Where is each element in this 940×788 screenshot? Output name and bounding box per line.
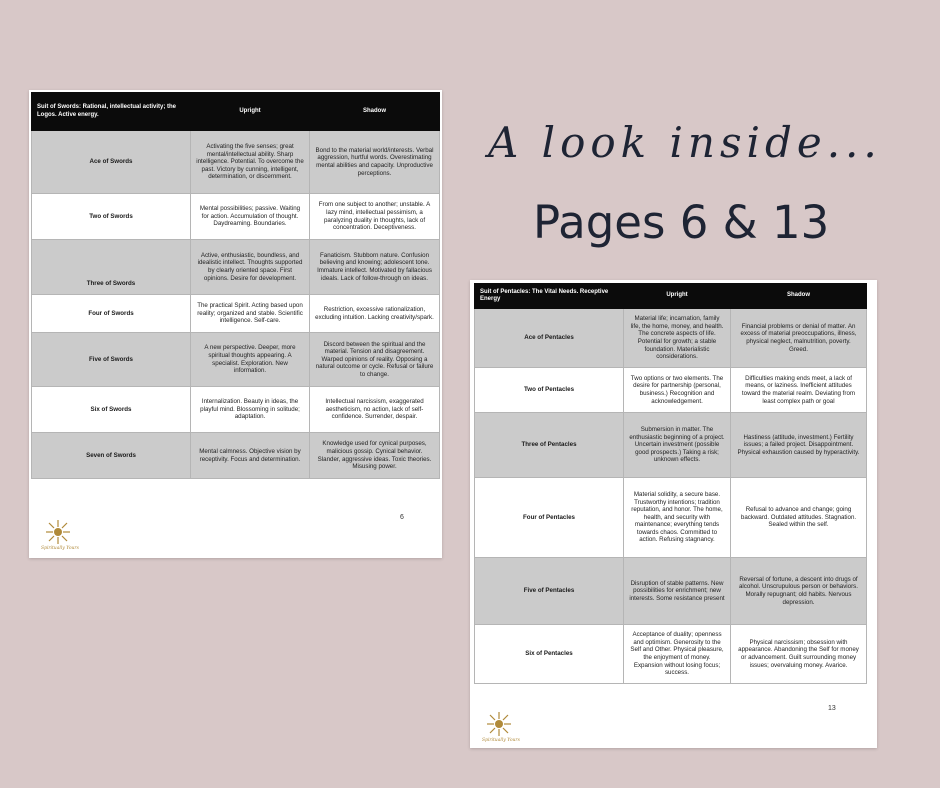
card-name: Four of Pentacles xyxy=(475,478,624,558)
card-name: Four of Swords xyxy=(32,295,191,333)
table-header-upright: Upright xyxy=(191,93,310,131)
upright-text: The practical Spirit. Acting based upon reality; organized and stable. Scientific intelligence. Self-care. xyxy=(191,295,310,333)
table-row xyxy=(475,413,867,478)
brand-logo xyxy=(41,518,79,551)
shadow-text: Fanaticism. Stubborn nature. Confusion believing and knowing; adolescent tone. Immature intellect. Motivated by fallacious ideals. Lack of follow-through on ideas. xyxy=(310,240,440,295)
table-header-row xyxy=(32,93,440,131)
shadow-text: Bond to the material world/interests. Verbal aggression, hurtful words. Overestimating mental abilities and capacity. Unproductive perceptions. xyxy=(310,131,440,194)
table-row xyxy=(32,131,440,194)
upright-text: Internalization. Beauty in ideas, the playful mind. Blossoming in solitude; adaptation. xyxy=(191,387,310,433)
page-number: 6 xyxy=(400,514,404,521)
upright-text: Mental possibilities; passive. Waiting for action. Accumulation of thought. Daydreaming. Boundaries. xyxy=(191,194,310,240)
heading-pages: Pages 6 & 13 xyxy=(533,196,830,249)
shadow-text: Knowledge used for cynical purposes, malicious gossip. Cynical behavior. Slander, aggressive ideas. Toxic theories. Misusing power. xyxy=(310,433,440,479)
upright-text: Material life; incarnation, family life, the home, money, and health. The concrete aspects of life. Potential for growth; a stable foundation. Materialistic considerations. xyxy=(624,309,731,368)
card-name: Six of Swords xyxy=(32,387,191,433)
shadow-text: Refusal to advance and change; going backward. Outdated attitudes. Stagnation. Sealed within the self. xyxy=(731,478,867,558)
table-row xyxy=(475,558,867,625)
shadow-text: Difficulties making ends meet, a lack of means, or laziness. Inefficient attitudes toward the material realm. Deviating from least complex path or goal xyxy=(731,368,867,413)
table-header-shadow: Shadow xyxy=(310,93,440,131)
page-13 xyxy=(470,280,877,748)
upright-text: Two options or two elements. The desire for partnership (personal, business.) Recognition and acknowledgement. xyxy=(624,368,731,413)
shadow-text: Hastiness (attitude, investment.) Fertility issues; a failed project. Disappointment. Physical exhaustion caused by hyperactivity. xyxy=(731,413,867,478)
upright-text: Activating the five senses; great mental/intellectual ability. Sharp intelligence. Potential. To overcome the past. Victory by cunning, intelligent, determination, or discernment. xyxy=(191,131,310,194)
card-name: Ace of Pentacles xyxy=(475,309,624,368)
card-name: Ace of Swords xyxy=(32,131,191,194)
table-header-suit: Suit of Swords: Rational, intellectual activity; the Logos. Active energy. xyxy=(32,93,191,131)
table-row xyxy=(475,478,867,558)
upright-text: Material solidity, a secure base. Trustworthy intentions; tradition reputation, and honor. The home, health, and security with maintenance; everything tends towards chaos. Committed to action. Refusing stagnancy. xyxy=(624,478,731,558)
page-6 xyxy=(29,90,442,558)
shadow-text: Restriction, excessive rationalization, excluding intuition. Lacking creativity/spark. xyxy=(310,295,440,333)
shadow-text: Discord between the spiritual and the material. Tension and disagreement. Warped opinions of reality. Opposing a natural outcome or cycle. Refusal or failure to change. xyxy=(310,333,440,387)
upright-text: Active, enthusiastic, boundless, and idealistic intellect. Thoughts supported by clearly oriented space. First opinions. Desire for development. xyxy=(191,240,310,295)
table-header-row xyxy=(475,284,867,309)
pentacles-table xyxy=(474,283,867,684)
card-name: Six of Pentacles xyxy=(475,625,624,684)
upright-text: Disruption of stable patterns. New possibilities for enrichment; new interests. Some resistance present xyxy=(624,558,731,625)
table-row xyxy=(32,433,440,479)
shadow-text: Financial problems or denial of matter. An excess of material preoccupations, illness, physical neglect, malnutrition, poverty. Greed. xyxy=(731,309,867,368)
brand-logo xyxy=(482,710,520,743)
table-row xyxy=(32,194,440,240)
table-row xyxy=(32,240,440,295)
card-name: Two of Pentacles xyxy=(475,368,624,413)
logo-text: Spiritually Yours xyxy=(41,546,79,551)
table-row xyxy=(32,387,440,433)
upright-text: Mental calmness. Objective vision by receptivity. Focus and determination. xyxy=(191,433,310,479)
shadow-text: Reversal of fortune, a descent into drugs of alcohol. Unscrupulous person or behaviors. Morally repugnant; old habits. Nervous depression. xyxy=(731,558,867,625)
table-header-suit: Suit of Pentacles: The Vital Needs. Receptive Energy xyxy=(475,284,624,309)
table-header-upright: Upright xyxy=(624,284,731,309)
shadow-text: Physical narcissism; obsession with appearance. Abandoning the Self for money or advancement. Guilt surrounding money issues; overvaluing money. Avarice. xyxy=(731,625,867,684)
card-name: Three of Pentacles xyxy=(475,413,624,478)
table-row xyxy=(475,625,867,684)
card-name: Five of Swords xyxy=(32,333,191,387)
shadow-text: Intellectual narcissism, exaggerated aestheticism, no action, lack of self-confidence. Surrender, despair. xyxy=(310,387,440,433)
card-name: Three of Swords xyxy=(32,240,191,295)
table-row xyxy=(32,295,440,333)
logo-text: Spiritually Yours xyxy=(482,738,520,743)
sun-burst-icon xyxy=(41,518,75,546)
card-name: Two of Swords xyxy=(32,194,191,240)
upright-text: A new perspective. Deeper, more spiritual thoughts appearing. A specialist. Exploration. New information. xyxy=(191,333,310,387)
sun-burst-icon xyxy=(482,710,516,738)
table-row xyxy=(32,333,440,387)
page-number: 13 xyxy=(828,705,836,712)
upright-text: Acceptance of duality; openness and optimism. Generosity to the Self and Other. Physical pleasure, the enjoyment of money. Expansion without losing focus; success. xyxy=(624,625,731,684)
table-row xyxy=(475,309,867,368)
table-row xyxy=(475,368,867,413)
swords-table xyxy=(31,92,440,479)
card-name: Seven of Swords xyxy=(32,433,191,479)
upright-text: Submersion in matter. The enthusiastic beginning of a project. Uncertain investment (possible good prospects.) Taking a risk; unknown effects. xyxy=(624,413,731,478)
table-header-shadow: Shadow xyxy=(731,284,867,309)
card-name: Five of Pentacles xyxy=(475,558,624,625)
shadow-text: From one subject to another; unstable. A lazy mind, intellectual pessimism, a paralyzing duality in thoughts, lack of concentration. Deceptiveness. xyxy=(310,194,440,240)
heading-look-inside: A look inside... xyxy=(488,118,882,167)
